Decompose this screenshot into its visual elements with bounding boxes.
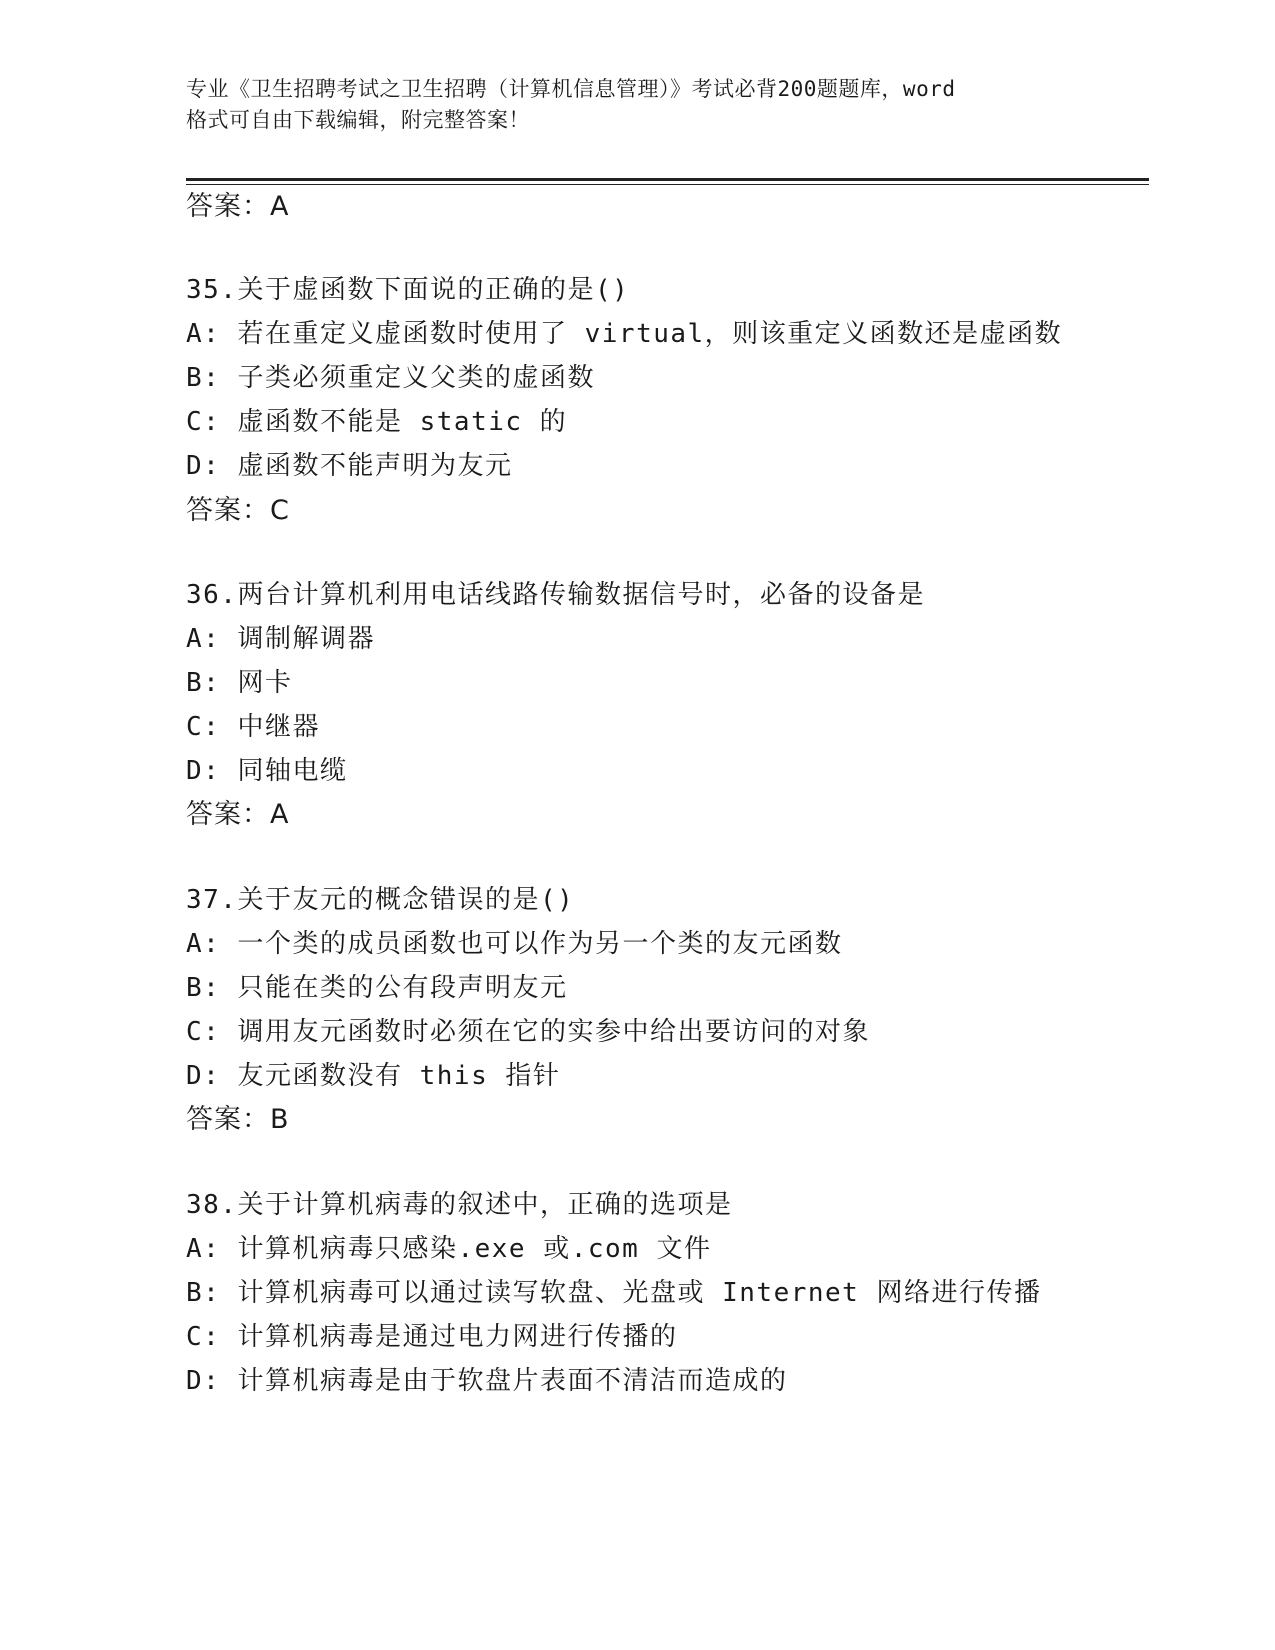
question-37-option-d: D: 友元函数没有 this 指针 [186,1061,561,1091]
question-35-option-b: B: 子类必须重定义父类的虚函数 [186,363,595,393]
question-37-option-a: A: 一个类的成员函数也可以作为另一个类的友元函数 [186,929,843,959]
answer-q37: 答案：B [186,1104,290,1135]
question-36-option-b: B: 网卡 [186,668,293,698]
question-35-option-c: C: 虚函数不能是 static 的 [186,407,568,437]
question-35-stem: 35.关于虚函数下面说的正确的是() [186,275,630,305]
question-35-option-d: D: 虚函数不能声明为友元 [186,451,513,481]
answer-q34: 答案：A [186,191,290,222]
question-36-option-a: A: 调制解调器 [186,624,375,654]
question-37-option-b: B: 只能在类的公有段声明友元 [186,973,568,1003]
question-37-option-c: C: 调用友元函数时必须在它的实参中给出要访问的对象 [186,1017,870,1047]
header-divider-thick [186,178,1149,181]
question-38-option-a: A: 计算机病毒只感染.exe 或.com 文件 [186,1234,712,1264]
question-36-option-c: C: 中继器 [186,712,320,742]
question-37-stem: 37.关于友元的概念错误的是() [186,885,575,915]
header-line-1: 专业《卫生招聘考试之卫生招聘（计算机信息管理）》考试必背200题题库，word [186,77,956,101]
question-35-option-a: A: 若在重定义虚函数时使用了 virtual，则该重定义函数还是虚函数 [186,319,1063,349]
question-38-option-b: B: 计算机病毒可以通过读写软盘、光盘或 Internet 网络进行传播 [186,1278,1042,1308]
header-divider-thin [186,184,1149,185]
question-36-option-d: D: 同轴电缆 [186,756,348,786]
question-36-stem: 36.两台计算机利用电话线路传输数据信号时，必备的设备是 [186,580,925,610]
question-38-option-c: C: 计算机病毒是通过电力网进行传播的 [186,1322,678,1352]
answer-q35: 答案：C [186,495,290,526]
answer-q36: 答案：A [186,799,290,830]
header-line-2: 格式可自由下载编辑，附完整答案！ [186,108,530,132]
question-38-option-d: D: 计算机病毒是由于软盘片表面不清洁而造成的 [186,1366,788,1396]
question-38-stem: 38.关于计算机病毒的叙述中，正确的选项是 [186,1190,733,1220]
document-header [186,74,1086,136]
